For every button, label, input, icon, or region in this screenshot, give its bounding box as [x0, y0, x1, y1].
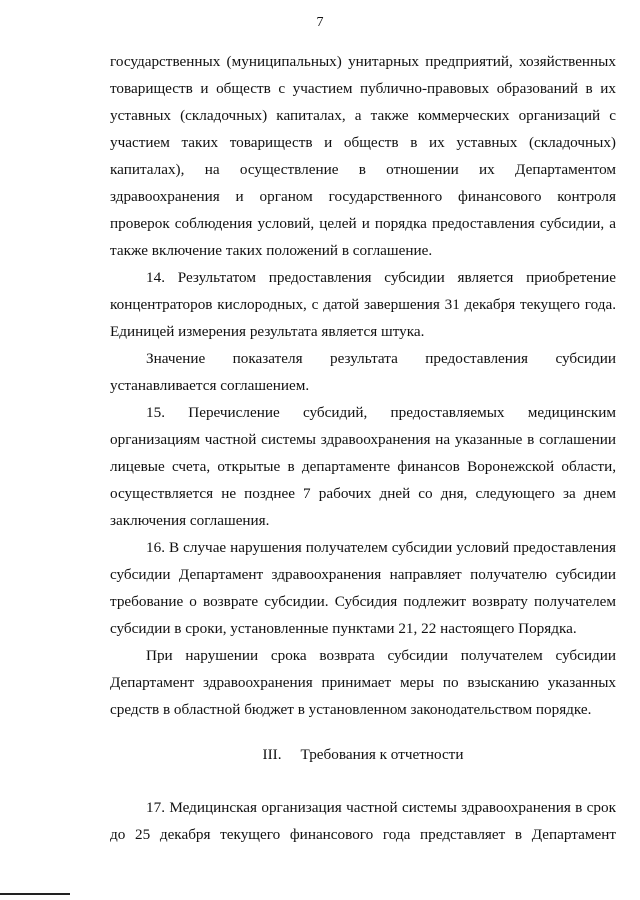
section-title: Требования к отчетности — [300, 746, 464, 763]
paragraph-14-value: Значение показателя результата предоставления субсидии устанавливается соглашением. — [110, 350, 616, 394]
section-heading — [110, 741, 616, 768]
paragraph-17: 17. Медицинская организация частной системы здравоохранения в срок до 25 декабря текущего финансового года представляет в Департамент — [110, 799, 616, 843]
scan-edge-line — [0, 893, 70, 895]
paragraph-16: 16. В случае нарушения получателем субсидии условий предоставления субсидии Департамент здравоохранения направляет получателю субсидии требование о возврате субсидии. Субсидия подлежит возврату получателем субсидии в сроки, установленные пунктами 21, 22 настоящего Порядка. — [110, 539, 616, 637]
paragraph-15: 15. Перечисление субсидий, предоставляемых медицинским организациям частной системы здравоохранения на указанные в соглашении лицевые счета, открытые в департаменте финансов Воронежской области, осуществляется не позднее 7 рабочих дней со дня, следующего за днем заключения соглашения. — [110, 404, 616, 529]
section-number: III. — [262, 746, 282, 763]
page-number: 7 — [316, 15, 324, 30]
paragraph-16-violation: При нарушении срока возврата субсидии получателем субсидии Департамент здравоохранения принимает меры по взысканию указанных средств в областной бюджет в установленном законодательством порядке. — [110, 647, 616, 718]
paragraph-14: 14. Результатом предоставления субсидии является приобретение концентраторов кислородных, с датой завершения 31 декабря текущего года. Единицей измерения результата является штука. — [110, 269, 616, 340]
document-body — [110, 48, 616, 848]
paragraph-continuation: государственных (муниципальных) унитарных предприятий, хозяйственных товариществ и обществ с участием публично-правовых образований в их уставных (складочных) капиталах, а также коммерческих организаций с участием таких товариществ и обществ в их уставных (складочных) капиталах), на осуществление в отношении их Департаментом здравоохранения и органом государственного финансового контроля проверок соблюдения условий, целей и порядка предоставления субсидии, а также включение таких положений в соглашение. — [110, 53, 616, 259]
